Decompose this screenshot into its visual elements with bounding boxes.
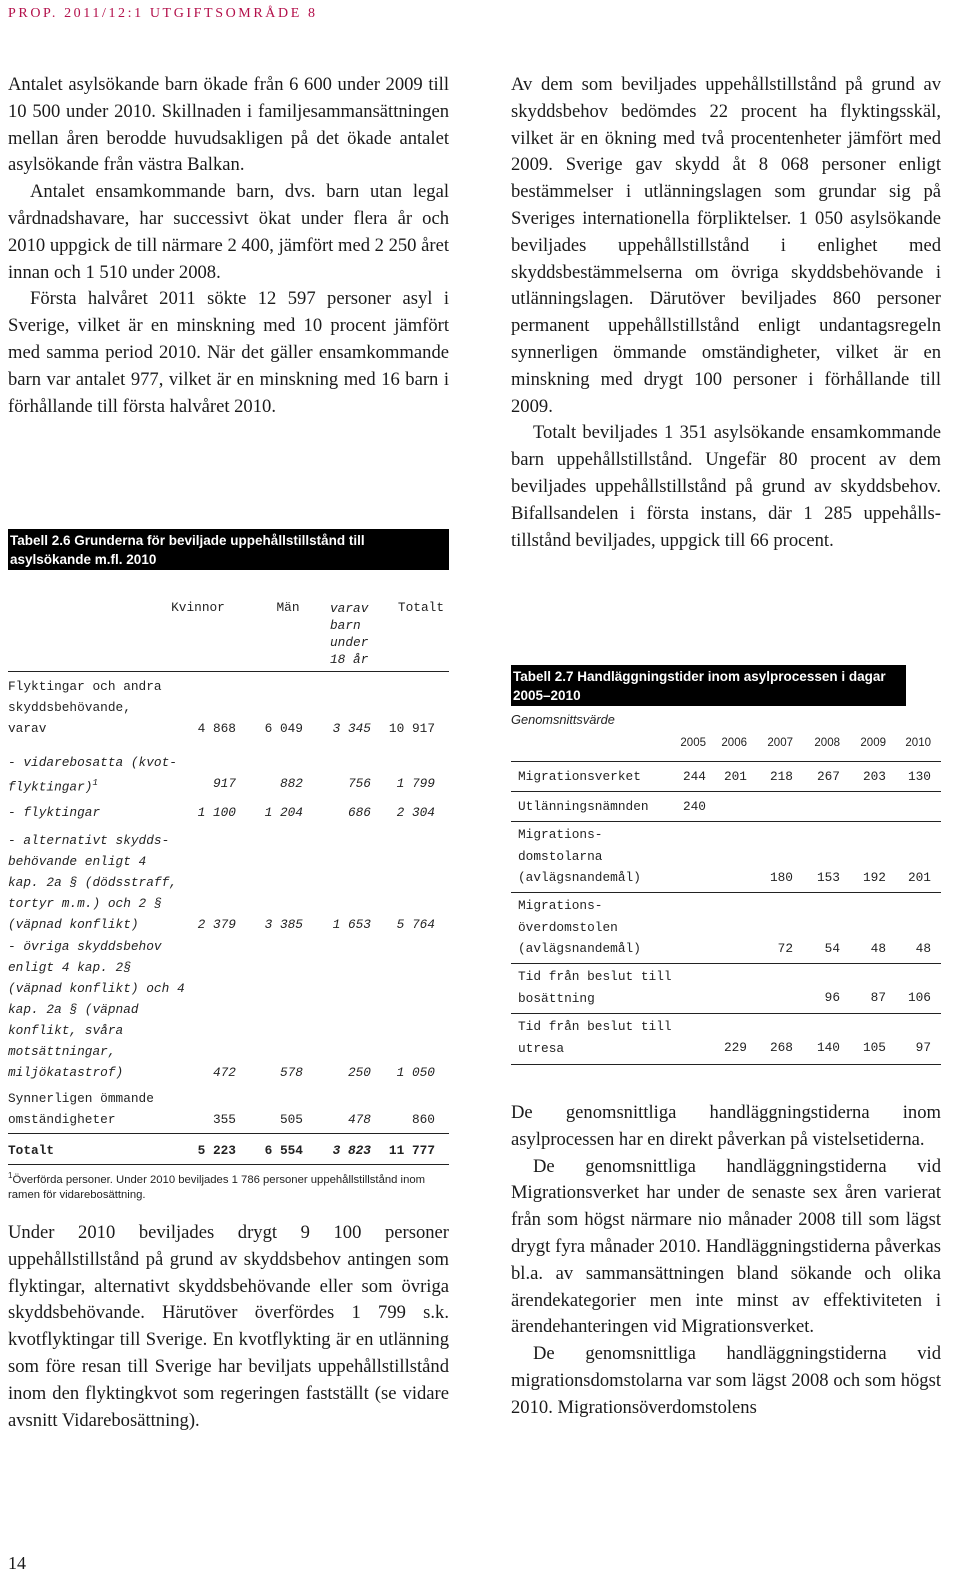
column-header-kvinnor: Kvinnor	[171, 600, 225, 615]
table-2-6	[8, 529, 449, 1201]
year-header: 2006	[721, 737, 747, 749]
column-header-varav-barn: varav barn under 18 år	[330, 601, 369, 667]
table-footnote: $^1$Överförda personer. Under 2010 beviljades 1 786 personer uppehållstillstånd inom ramen för vidarebosättning.	[8, 1171, 426, 1201]
cell-value: 860	[411, 1112, 435, 1127]
total-rule	[8, 1133, 449, 1134]
year-header: 2007	[767, 737, 793, 749]
cell-value: 756	[347, 776, 371, 791]
year-header: 2005	[680, 737, 706, 749]
row-label: - vidarebosatta (kvot- flyktingar)$^1$	[8, 755, 177, 795]
cell-value: 3 385	[264, 917, 303, 932]
column-header-man: Män	[276, 600, 300, 615]
row-rule	[511, 791, 941, 792]
table-2-7	[511, 665, 941, 1075]
cell-value: 505	[279, 1112, 303, 1127]
row-rule	[511, 821, 941, 822]
table-title: Tabell 2.7 Handläggningstider inom asylprocessen i dagar 2005–2010	[511, 665, 906, 706]
cell-value: 11 777	[388, 1143, 435, 1158]
cell-value: 882	[279, 776, 303, 791]
cell-value: 5 764	[396, 917, 435, 932]
row-label: - flyktingar	[8, 805, 101, 820]
table-body	[8, 570, 449, 1201]
paragraph: Antalet asylsökande barn ökade från 6 600 under 2009 till 10 500 under 2010. Skillnaden i familjesammansättningen mellan åren berodde huvudsakligen på det ökade antalet asylsökande från västra Balkan.	[8, 74, 449, 176]
row-label: - alternativt skydds- behövande enligt 4 kap. 2a § (dödsstraff, tortyr m.m.) och 2 § (väpnad konflikt)	[8, 833, 177, 932]
right-column-bottom	[511, 1100, 941, 1422]
column-header-totalt: Totalt	[397, 600, 444, 615]
paragraph: Under 2010 beviljades drygt 9 100 personer uppehållstillstånd på grund av skyddsbehov antingen som flyktingar, alternativt skyddsbehövande eller som övriga skyddsbehövande. Härutöver överfördes 1 799 s.k. kvotflyktingar till Sverige. En kvotflykting är en utlänning som före resan till Sverige har beviljats uppehållstillstånd inom den flyktingkvot som regeringen fastställt (se vidare avsnitt Vidarebosättning).	[8, 1222, 449, 1431]
paragraph: De genomsnittliga handläggningstiderna vid migrationsdomstolarna var som lägst 2008 och som högst 2010. Migrationsöverdomstolens	[511, 1343, 941, 1418]
paragraph: Av dem som beviljades uppehållstillstånd på grund av skyddsbehov bedömdes 22 procent ha flyktingsskäl, vilket är en ökning med två procentenheter jämfört med 2009. Sverige gav skydd åt 8 068 personer enligt bestämmelser i utlänningslagen som grundar sig på Sveriges internationella förpliktelser. 1 050 asylsökande beviljades uppehållstillstånd i enlighet med skyddsbestämmelserna om övriga skyddsbehövande i utlänningslagen. Därutöver beviljades 860 personer permanent uppehållstillstånd enligt undantagsregeln synnerligen ömmande omständigheter, vilket är en minskning med drygt 100 personer i förhållande till 2009.	[511, 74, 941, 417]
paragraph: Totalt beviljades 1 351 asylsökande ensamkommande barn uppehållstillstånd. Ungefär 80 procent av dem beviljades uppehållstillstånd på grund av skyddsbehov. Bifallsandelen i första instans, där 1 285 uppehållstillstånd beviljades, uppgick till 66 procent.	[511, 422, 941, 551]
bottom-rule	[8, 1164, 449, 1165]
bottom-rule	[511, 1064, 941, 1065]
cell-value: 4 868	[197, 721, 236, 736]
right-column	[511, 72, 941, 554]
table-body: 2005 2006 2007 2008 2009 2010 Migrationsverket 244 201 218 267 203 130 Utlänningsnämnden 240 Migrations- domstolarna (avlägsnandemål) 180 153 192 201 Migrations- överdomstolen (avlägsnandemål) 72 54 48 48 Tid från beslut till bosättning 96 87 106 Tid från beslut till utresa 229 268 140 105 97	[511, 727, 941, 1067]
row-rule	[511, 1013, 941, 1014]
table-subtitle: Genomsnittsvärde	[511, 712, 615, 727]
left-column	[8, 72, 449, 420]
row-label: - övriga skyddsbehov enligt 4 kap. 2§ (väpnad konflikt) och 4 kap. 2a § (väpnad konflikt, svåra motsättningar, miljökatastrof)	[8, 939, 185, 1080]
cell-value: 6 049	[264, 721, 303, 736]
cell-value: 6 554	[264, 1143, 303, 1158]
running-head: PROP. 2011/12:1 UTGIFTSOMRÅDE 8	[8, 6, 318, 21]
paragraph: Första halvåret 2011 sökte 12 597 personer asyl i Sverige, vilket är en minskning med 10 procent jämfört med samma period 2010. När det gäller ensamkommande barn var antalet 977, vilket är en minskning med 16 barn i förhållande till första halvåret 2010.	[8, 288, 449, 417]
cell-value: 5 223	[197, 1143, 236, 1158]
year-header: 2010	[905, 737, 931, 749]
left-column-bottom	[8, 1220, 449, 1434]
paragraph: De genomsnittliga handläggningstiderna inom asylprocessen har en direkt påverkan på vistelsetiderna.	[511, 1102, 941, 1150]
cell-value: 1 050	[396, 1065, 435, 1080]
cell-value: 2 304	[396, 805, 435, 820]
paragraph: Antalet ensamkommande barn, dvs. barn utan legal vårdnadshavare, har successivt ökat under flera år och 2010 uppgick de till närmare 2 400, jämfört med 2 250 året innan och 1 510 under 2008.	[8, 181, 449, 283]
cell-value: 578	[279, 1065, 303, 1080]
cell-value: 10 917	[388, 721, 435, 736]
row-label: Synnerligen ömmande omständigheter	[8, 1091, 154, 1127]
row-label: Flyktingar och andra skyddsbehövande, varav	[8, 679, 162, 736]
cell-value: 1 653	[332, 917, 371, 932]
header-rule	[8, 671, 449, 672]
cell-value: 1 204	[264, 805, 303, 820]
header-rule	[511, 761, 941, 762]
paragraph: De genomsnittliga handläggningstiderna vid Migrationsverket har under de senaste sex åren varierat från som högst närmare nio månader 2008 till som lägst drygt fyra månader 2010. Handläggningstiderna påverkas bl.a. av sammansättningen bland sökande och olika ärendekategorier men inte minst av effektiviteten i ärendehanteringen vid Migrationsverket.	[511, 1155, 941, 1338]
year-header: 2008	[814, 737, 840, 749]
cell-value: 917	[212, 776, 236, 791]
row-rule	[511, 892, 941, 893]
cell-value: 472	[212, 1065, 236, 1080]
row-rule	[511, 963, 941, 964]
cell-value: 3 823	[332, 1143, 371, 1158]
cell-value: 686	[347, 805, 371, 820]
page-number: 14	[8, 1553, 26, 1573]
table-title: Tabell 2.6 Grunderna för beviljade uppehållstillstånd till asylsökande m.fl. 2010	[8, 529, 449, 570]
row-label: Totalt	[8, 1143, 55, 1158]
cell-value: 1 100	[197, 805, 236, 820]
cell-value: 478	[347, 1112, 371, 1127]
cell-value: 1 799	[396, 776, 435, 791]
cell-value: 3 345	[332, 721, 371, 736]
cell-value: 355	[212, 1112, 236, 1127]
cell-value: 2 379	[197, 917, 236, 932]
cell-value: 250	[347, 1065, 371, 1080]
year-header: 2009	[860, 737, 886, 749]
